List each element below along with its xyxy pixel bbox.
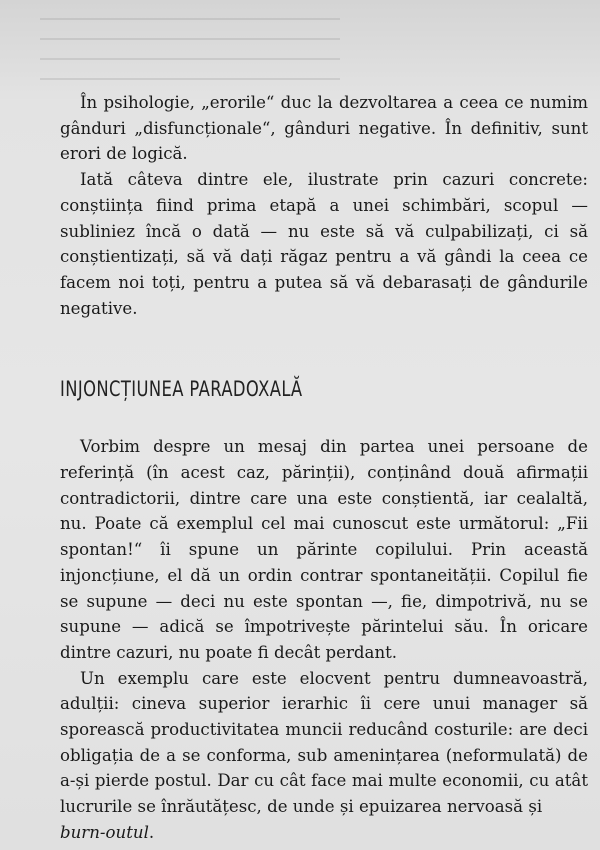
intro-paragraph-1: În psihologie, „erorile“ duc la dezvoltarea a ceea ce numim gânduri „disfuncționale“, gânduri negative. În definitiv, sunt erori de logică. xyxy=(60,93,588,164)
italic-term: burn-outul xyxy=(60,822,149,842)
section-paragraph-2-text: Un exemplu care este elocvent pentru dumneavoastră, adulții: cineva superior ierarhic îi cere unui manager să sporească productivitatea muncii reducând costurile: are deci obligația de a se conforma, sub amenințarea (neformulată) de a-și pierde postul. Dar cu cât face mai multe economii, cu atât lucrurile se înrăutățesc, de unde și epuizarea nervoasă și xyxy=(60,668,588,817)
page-content xyxy=(60,90,588,846)
section-paragraph-1: Vorbim despre un mesaj din partea unei persoane de referință (în acest caz, părinții), conținând două afirmații contradictorii, dintre care una este conștientă, iar cealaltă, nu. Poate că exemplul cel mai cunoscut este următorul: „Fii spontan!“ îi spune un părinte copilului. Prin această injoncțiune, el dă un ordin contrar spontaneității. Copilul fie se supune — deci nu este spontan —, fie, dimpotrivă, nu se supune — adică se împotrivește părintelui său. În oricare dintre cazuri, nu poate fi decât perdant. xyxy=(60,437,588,662)
show-through-text xyxy=(40,0,340,85)
intro-paragraph-2: Iată câteva dintre ele, ilustrate prin cazuri concrete: conștiința fiind prima etapă a unei schimbări, scopul — subliniez încă o dată — nu este să vă culpabilizați, ci să conștientizați, să vă dați răgaz pentru a vă gândi la ceea ce facem noi toți, pentru a putea să vă debarasați de gândurile negative. xyxy=(60,170,588,318)
paragraph-end-punct: . xyxy=(148,822,155,842)
section-paragraph-2 xyxy=(60,666,588,846)
section-heading: INJONCȚIUNEA PARADOXALĂ xyxy=(60,377,303,402)
